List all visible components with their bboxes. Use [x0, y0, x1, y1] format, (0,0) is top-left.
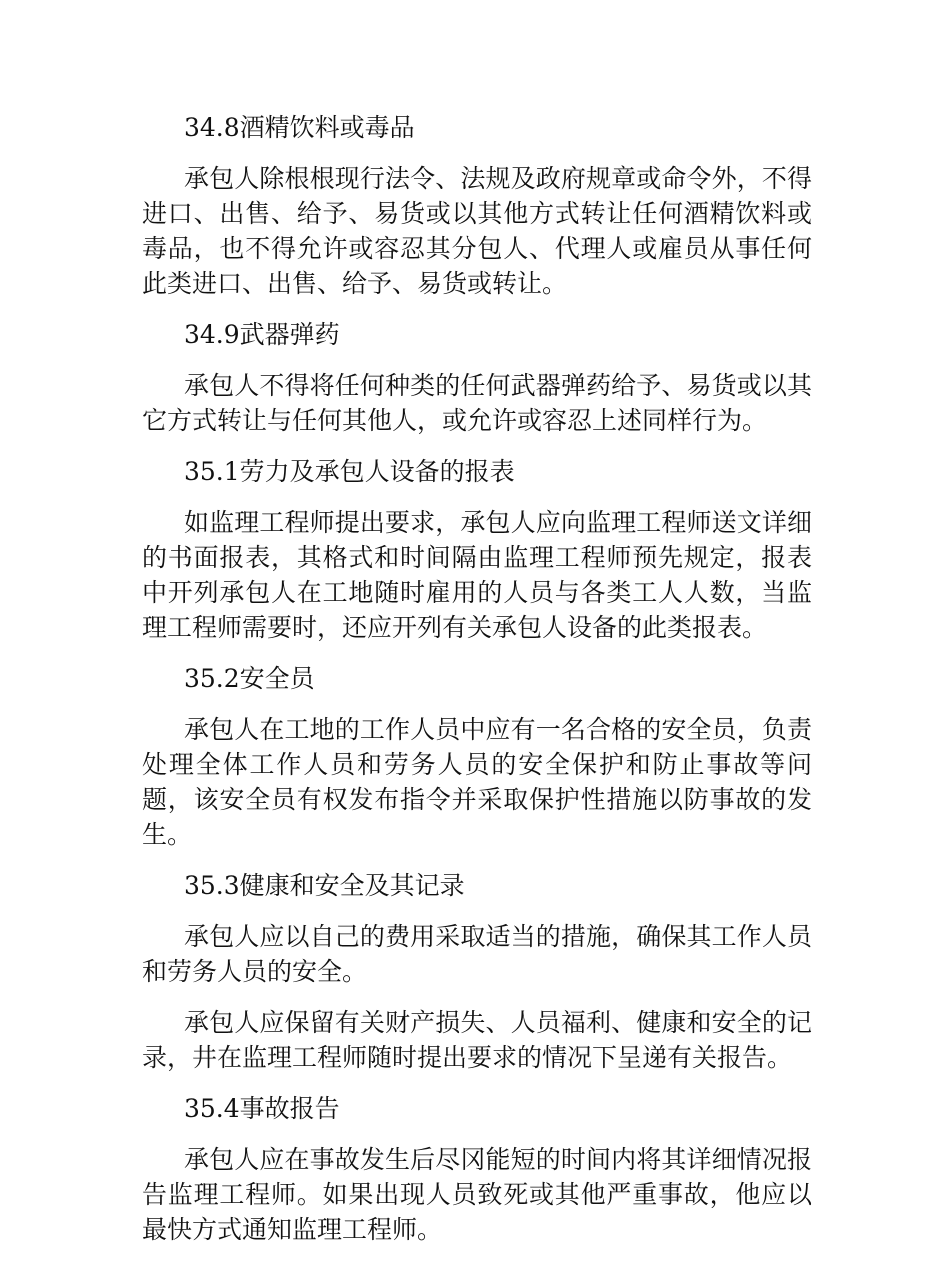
section-paragraph: 承包人应在事故发生后尽冈能短的时间内将其详细情况报告监理工程师。如果出现人员致死或其他严重事故，他应以最快方式通知监理工程师。: [142, 1145, 812, 1244]
section-heading-34-9: 34.9武器弹药: [184, 320, 340, 349]
document-body: [142, 110, 812, 1263]
section-heading-35-4: 35.4事故报告: [184, 1094, 340, 1123]
section-paragraph: 承包人除根根现行法令、法规及政府规章或命令外，不得进口、出售、给予、易货或以其他方式转让任何酒精饮料或毒品，也不得允许或容忍其分包人、代理人或雇员从事任何此类进口、出售、给予、易货或转让。: [142, 164, 812, 298]
section-paragraph: 承包人应以自己的费用采取适当的措施，确保其工作人员和劳务人员的安全。: [142, 922, 812, 986]
section-paragraph: 如监理工程师提出要求，承包人应向监理工程师送文详细的书面报表，其格式和时间隔由监理工程师预先规定，报表中开列承包人在工地随时雇用的人员与各类工人人数，当监理工程师需要时，还应开列有关承包人设备的此类报表。: [142, 508, 812, 642]
section-paragraph: 承包人应保留有关财产损失、人员福利、健康和安全的记录，井在监理工程师随时提出要求的情况下呈递有关报告。: [142, 1008, 812, 1072]
section-heading-34-8: 34.8酒精饮料或毒品: [184, 113, 415, 142]
section-heading-35-1: 35.1劳力及承包人设备的报表: [184, 457, 515, 486]
section-heading-35-3: 35.3健康和安全及其记录: [184, 871, 465, 900]
section-paragraph: 承包人在工地的工作人员中应有一名合格的安全员，负责处理全体工作人员和劳务人员的安全保护和防止事故等问题，该安全员有权发布指令并采取保护性措施以防事故的发生。: [142, 715, 812, 849]
section-paragraph: 承包人不得将任何种类的任何武器弹药给予、易货或以其它方式转让与任何其他人，或允许或容忍上述同样行为。: [142, 371, 812, 435]
section-heading-35-2: 35.2安全员: [184, 664, 315, 693]
